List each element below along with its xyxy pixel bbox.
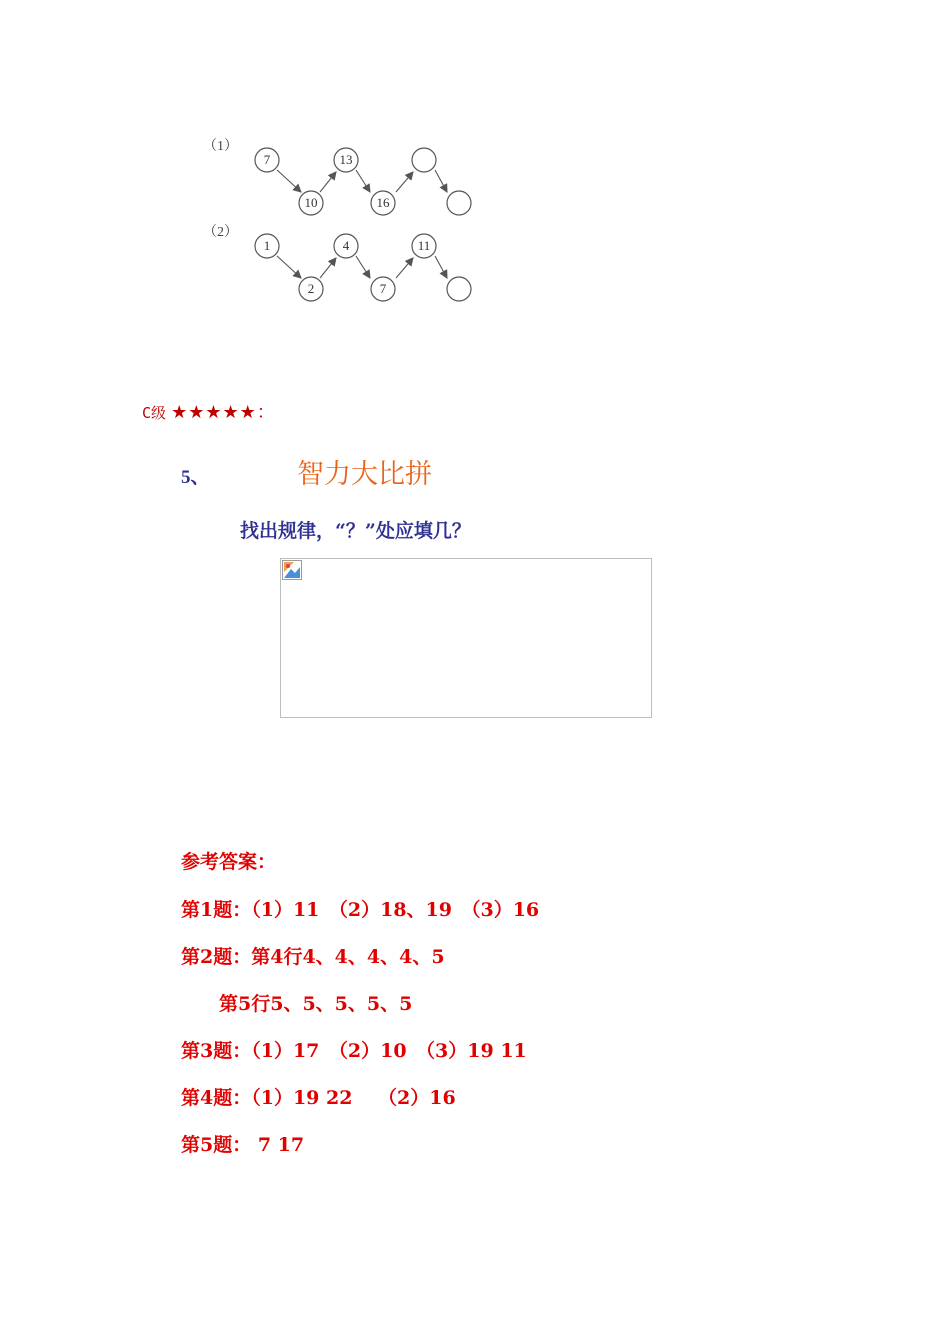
answer-line-2-continued: 第5行5、5、5、5、5 xyxy=(219,993,413,1015)
node-value: 7 xyxy=(263,152,271,167)
arrow xyxy=(320,258,336,278)
row-2-node-blank xyxy=(447,277,471,301)
node-value: 11 xyxy=(417,238,431,253)
row-1-node-blank xyxy=(412,148,436,172)
arrow xyxy=(435,170,447,192)
node-value: 4 xyxy=(342,238,350,253)
row-1-node xyxy=(371,191,395,215)
star-rating: ★★★★★： xyxy=(171,402,276,423)
arrow xyxy=(320,172,336,192)
level-code: C级 xyxy=(142,404,167,422)
arrow xyxy=(356,256,370,278)
question-prompt: 找出规律，“？”处应填几？ xyxy=(240,520,471,542)
answer-line-4: 第4题：（1）19 22 （2）16 xyxy=(181,1087,456,1109)
row-2-node xyxy=(334,234,358,258)
question-number: 5、 xyxy=(181,467,210,488)
difficulty-level xyxy=(142,398,276,424)
number-pattern-diagram xyxy=(195,130,495,310)
arrow xyxy=(356,170,370,192)
answer-line-2: 第2题：第4行4、4、4、4、5 xyxy=(181,946,445,968)
row-1-label: （1） xyxy=(203,139,238,154)
row-1-node xyxy=(299,191,323,215)
node-value: 16 xyxy=(376,195,390,210)
question-title: 智力大比拼 xyxy=(297,459,432,490)
node-value: 7 xyxy=(379,281,387,296)
row-1-node-blank xyxy=(447,191,471,215)
answer-line-1: 第1题：（1）11 （2）18、19 （3）16 xyxy=(181,899,540,921)
row-2-node xyxy=(255,234,279,258)
row-2-node xyxy=(299,277,323,301)
node-value: 13 xyxy=(339,152,353,167)
missing-image-frame xyxy=(280,558,652,718)
arrow xyxy=(396,172,413,192)
broken-image-icon xyxy=(282,560,302,580)
arrow xyxy=(435,256,447,278)
row-2-node xyxy=(371,277,395,301)
answers-title: 参考答案： xyxy=(181,851,277,873)
answer-line-3: 第3题：（1）17 （2）10 （3）19 11 xyxy=(181,1040,527,1062)
row-2-label: （2） xyxy=(203,225,238,240)
node-value: 1 xyxy=(263,238,271,253)
row-1-node xyxy=(334,148,358,172)
node-value: 10 xyxy=(304,195,318,210)
node-value: 2 xyxy=(307,281,315,296)
row-1-node xyxy=(255,148,279,172)
row-2-node xyxy=(412,234,436,258)
arrow xyxy=(396,258,413,278)
arrow xyxy=(277,170,301,192)
answer-line-5: 第5题： 7 17 xyxy=(181,1134,305,1156)
arrow xyxy=(277,256,301,278)
